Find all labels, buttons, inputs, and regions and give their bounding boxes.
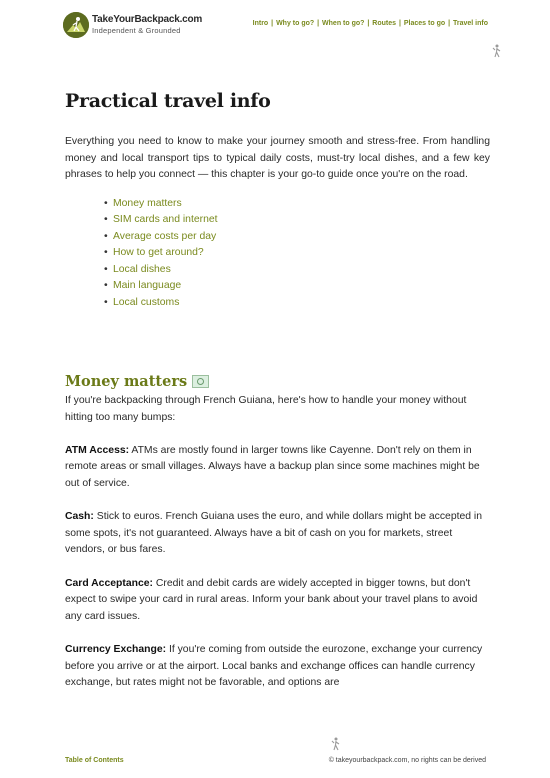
money-bill-icon <box>192 375 209 388</box>
tip-paragraph <box>65 576 490 626</box>
hiker-icon <box>331 737 341 751</box>
page-footer <box>0 757 550 769</box>
nav-routes[interactable]: Routes <box>372 20 397 27</box>
top-nav: Intro | Why to go? | When to go? | Routes | Places to go | Travel info <box>252 20 488 27</box>
money-matters-heading-row <box>65 373 209 390</box>
money-matters-body <box>65 393 490 708</box>
tip-label: Card Acceptance: <box>65 577 153 589</box>
tip-label: ATM Access: <box>65 444 130 456</box>
tip-paragraph <box>65 642 490 692</box>
intro-paragraph: Everything you need to know to make your journey smooth and stress-free. From handling money and local transport tips to typical daily costs, must-try local dishes, and a few key phrases to help you connect — this chapter is your go-to guide once you're on the road. <box>65 136 490 180</box>
tip-text: Stick to euros. French Guiana uses the euro, and while dollars might be accepted in some spots, it's not guaranteed. Always have a bit of cash on you for markets, street vendors, or bus fares. <box>65 511 483 556</box>
tip-text: Credit and debit cards are widely accepted in bigger towns, but don't expect to swipe your card in rural areas. Inform your bank about your travel plans to avoid any card issues. <box>65 577 478 622</box>
backpack-logo-icon[interactable] <box>63 12 89 38</box>
brand-tagline: Independent & Grounded <box>92 26 181 35</box>
toc-link-how-to-get-around[interactable]: • How to get around? <box>105 245 490 262</box>
tip-text: ATMs are mostly found in larger towns like Cayenne. Don't rely on them in remote areas or small villages. Always have a backup plan since some machines might be out of service. <box>65 444 480 489</box>
tip-label: Cash: <box>65 511 94 523</box>
nav-places-to-go[interactable]: Places to go <box>403 20 446 27</box>
tip-text: If you're coming from outside the eurozone, exchange your currency before you arrive or at the airport. Local banks and exchange offices can handle currency exchange, but rates might not be favorable, and options are <box>65 643 483 689</box>
hiker-icon <box>492 44 502 58</box>
nav-when-to-go[interactable]: When to go? <box>322 20 365 27</box>
copyright-notice: © takeyourbackpack.com, no rights can be derived <box>328 757 486 764</box>
page-title: Practical travel info <box>65 90 271 112</box>
toc-link-sim-cards[interactable]: • SIM cards and internet <box>105 212 490 229</box>
toc-link-local-dishes[interactable]: • Local dishes <box>105 262 490 279</box>
tip-paragraph <box>65 509 490 559</box>
nav-intro[interactable]: Intro <box>252 20 269 27</box>
lead-paragraph: If you're backpacking through French Guiana, here's how to handle your money without hitting too many bumps: <box>65 395 467 423</box>
toc-link-money-matters[interactable]: • Money matters <box>105 196 490 213</box>
tip-paragraph <box>65 443 490 493</box>
nav-why-to-go[interactable]: Why to go? <box>276 20 315 27</box>
toc-link-main-language[interactable]: • Main language <box>105 278 490 295</box>
toc-link-local-customs[interactable]: • Local customs <box>105 295 490 312</box>
table-of-contents-link[interactable]: Table of Contents <box>65 757 124 764</box>
intro-section <box>65 90 490 312</box>
page-header <box>0 0 550 50</box>
chapter-toc <box>65 196 490 312</box>
section-heading: Money matters <box>65 373 188 390</box>
brand-name[interactable]: TakeYourBackpack.com <box>92 14 203 25</box>
nav-travel-info[interactable]: Travel info <box>452 20 488 27</box>
tip-label: Currency Exchange: <box>65 643 167 655</box>
toc-link-average-costs[interactable]: • Average costs per day <box>105 229 490 246</box>
